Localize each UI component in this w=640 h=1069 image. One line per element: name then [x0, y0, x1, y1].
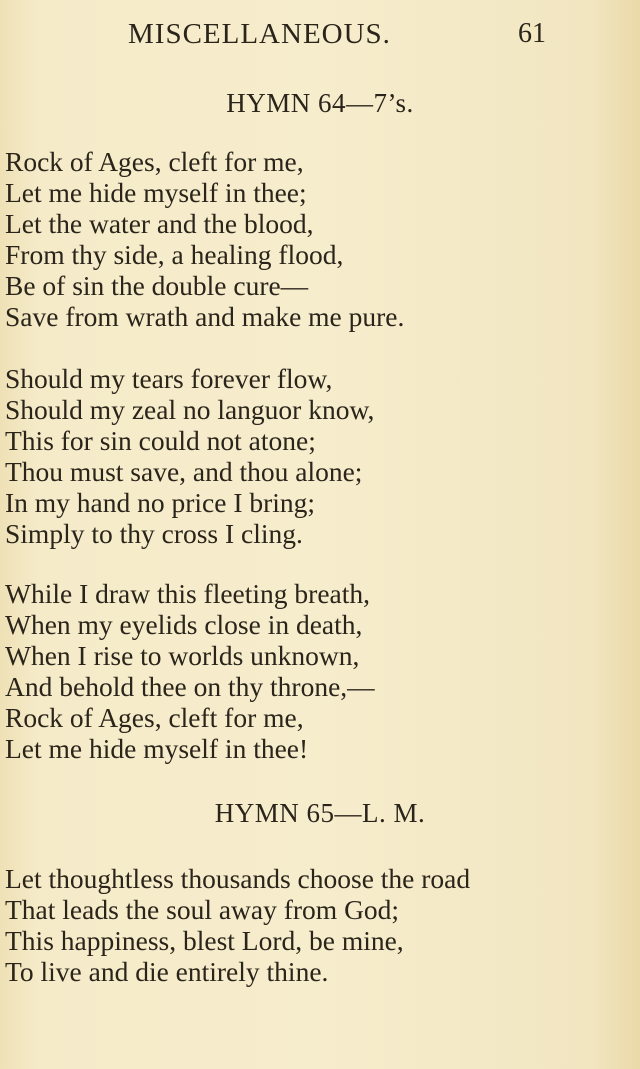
verse-line: When my eyelids close in death, — [5, 609, 363, 640]
hymn-64-title: HYMN 64—7’s. — [226, 88, 414, 118]
verse-line: Let me hide myself in thee! — [5, 733, 309, 764]
verse-line: This for sin could not atone; — [5, 425, 316, 456]
verse-line: That leads the soul away from God; — [5, 894, 400, 925]
page-number: 61 — [518, 18, 546, 49]
verse-line: Rock of Ages, cleft for me, — [5, 702, 304, 733]
verse-line: Simply to thy cross I cling. — [5, 518, 303, 549]
running-head — [0, 18, 640, 58]
hymn-65-stanza-1 — [5, 863, 605, 987]
verse-line: Let me hide myself in thee; — [5, 177, 307, 208]
verse-line: Save from wrath and make me pure. — [5, 301, 405, 332]
verse-line: Be of sin the double cure— — [5, 270, 309, 301]
verse-line: From thy side, a healing flood, — [5, 239, 344, 270]
verse-line: Should my zeal no languor know, — [5, 394, 375, 425]
verse-line: In my hand no price I bring; — [5, 487, 316, 518]
verse-line: When I rise to worlds unknown, — [5, 640, 360, 671]
verse-line: Should my tears forever flow, — [5, 363, 333, 394]
verse-line: To live and die entirely thine. — [5, 956, 329, 987]
hymn-65-title: HYMN 65—L. M. — [214, 798, 426, 828]
verse-line: This happiness, blest Lord, be mine, — [5, 925, 404, 956]
verse-line: Rock of Ages, cleft for me, — [5, 146, 304, 177]
section-title: MISCELLANEOUS. — [128, 18, 391, 50]
verse-line: While I draw this fleeting breath, — [5, 578, 371, 609]
hymn-64-stanza-2 — [5, 363, 605, 549]
hymn-64-stanza-1 — [5, 146, 605, 332]
verse-line: Let thoughtless thousands choose the road — [5, 863, 471, 894]
verse-line: And behold thee on thy throne,— — [5, 671, 375, 702]
verse-line: Thou must save, and thou alone; — [5, 456, 363, 487]
hymn-64-stanza-3 — [5, 578, 605, 764]
verse-line: Let the water and the blood, — [5, 208, 314, 239]
